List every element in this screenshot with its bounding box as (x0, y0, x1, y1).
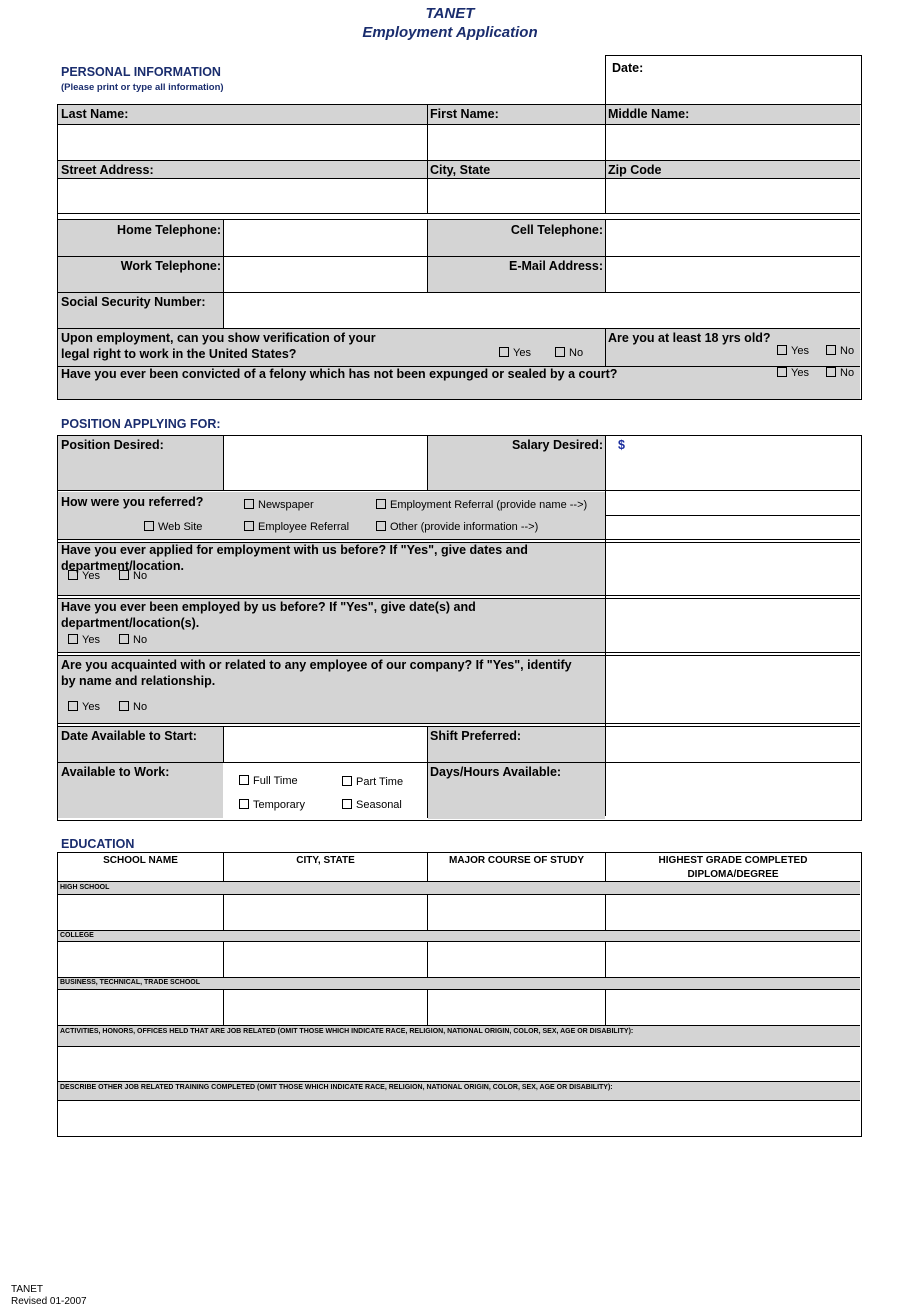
checkbox-icon (499, 347, 509, 357)
street-label: Street Address: (61, 163, 154, 177)
checkbox-icon (239, 775, 249, 785)
employed-no-checkbox[interactable]: No (119, 634, 147, 647)
work-tel-field[interactable] (224, 257, 427, 292)
temporary-checkbox[interactable]: Temporary (239, 799, 305, 812)
acquainted-detail-field[interactable] (606, 656, 860, 723)
available-work-label: Available to Work: (61, 765, 170, 779)
applied-question-line1: Have you ever applied for employment with us before? If "Yes", give dates and (61, 543, 528, 557)
first-name-label: First Name: (430, 107, 499, 121)
seasonal-checkbox[interactable]: Seasonal (342, 799, 402, 812)
verify-yes-checkbox[interactable]: Yes (499, 347, 531, 360)
high-school-major-field[interactable] (428, 895, 605, 930)
checkbox-icon (376, 499, 386, 509)
employment-referral-checkbox[interactable]: Employment Referral (provide name -->) (376, 499, 587, 512)
checkbox-icon (68, 634, 78, 644)
trade-grade-field[interactable] (606, 990, 860, 1025)
training-label: DESCRIBE OTHER JOB RELATED TRAINING COMPLETED (OMIT THOSE WHICH INDICATE RACE, RELIGION, NATIONAL ORIGIN, COLOR, SEX, AGE OR DISABILITY): (60, 1084, 613, 1091)
email-label: E-Mail Address: (508, 259, 603, 273)
high-school-label: HIGH SCHOOL (60, 884, 110, 891)
dollar-sign: $ (618, 438, 625, 452)
trade-school-label: BUSINESS, TECHNICAL, TRADE SCHOOL (60, 979, 201, 986)
employee-referral-checkbox[interactable]: Employee Referral (244, 521, 349, 534)
trade-major-field[interactable] (428, 990, 605, 1025)
verify-question-line2: legal right to work in the United States? (61, 347, 297, 361)
home-tel-label: Home Telephone: (117, 223, 221, 237)
checkbox-icon (239, 799, 249, 809)
col-major: MAJOR COURSE OF STUDY (448, 855, 584, 866)
form-title: Employment Application (362, 24, 538, 41)
part-time-checkbox[interactable]: Part Time (342, 776, 403, 789)
education-heading: EDUCATION (61, 837, 135, 851)
position-heading: POSITION APPLYING FOR: (61, 417, 221, 431)
acquainted-yes-checkbox[interactable]: Yes (68, 701, 100, 714)
age-yes-checkbox[interactable]: Yes (777, 345, 809, 358)
date-box[interactable] (605, 55, 862, 105)
high-school-name-field[interactable] (58, 895, 223, 930)
city-state-label: City, State (430, 163, 491, 177)
college-label: COLLEGE (60, 932, 94, 939)
checkbox-icon (342, 799, 352, 809)
checkbox-icon (68, 570, 78, 580)
cell-tel-field[interactable] (606, 220, 860, 255)
shift-field[interactable] (606, 727, 860, 762)
felony-no-checkbox[interactable]: No (826, 367, 854, 380)
date-available-label: Date Available to Start: (61, 729, 197, 743)
employed-yes-checkbox[interactable]: Yes (68, 634, 100, 647)
referred-question: How were you referred? (61, 495, 204, 509)
checkbox-icon (777, 367, 787, 377)
trade-name-field[interactable] (58, 990, 223, 1025)
applied-yes-checkbox[interactable]: Yes (68, 570, 100, 583)
verify-question-line1: Upon employment, can you show verification of your (61, 331, 376, 345)
employed-question-line1: Have you ever been employed by us before? If "Yes", give date(s) and (61, 600, 476, 614)
web-site-checkbox[interactable]: Web Site (144, 521, 202, 534)
checkbox-icon (144, 521, 154, 531)
employed-question-line2: department/location(s). (61, 616, 200, 630)
personal-heading: PERSONAL INFORMATION (61, 65, 221, 79)
high-school-grade-field[interactable] (606, 895, 860, 930)
date-available-field[interactable] (224, 727, 427, 762)
full-time-checkbox[interactable]: Full Time (239, 775, 298, 788)
acquainted-question-line2: by name and relationship. (61, 674, 216, 688)
city-state-field[interactable] (428, 179, 605, 213)
first-name-field[interactable] (428, 125, 605, 161)
newspaper-checkbox[interactable]: Newspaper (244, 499, 314, 512)
middle-name-field[interactable] (606, 125, 860, 161)
checkbox-icon (342, 776, 352, 786)
last-name-label: Last Name: (61, 107, 129, 121)
work-tel-label: Work Telephone: (120, 259, 221, 273)
training-field[interactable] (58, 1101, 860, 1135)
applied-no-checkbox[interactable]: No (119, 570, 147, 583)
position-desired-label: Position Desired: (61, 438, 164, 452)
college-grade-field[interactable] (606, 942, 860, 977)
salary-desired-field[interactable] (606, 436, 860, 490)
high-school-city-field[interactable] (224, 895, 427, 930)
college-major-field[interactable] (428, 942, 605, 977)
zip-field[interactable] (606, 179, 860, 213)
days-hours-label: Days/Hours Available: (430, 765, 562, 779)
footer-company: TANET (11, 1284, 44, 1295)
shift-label: Shift Preferred: (430, 729, 521, 743)
trade-city-field[interactable] (224, 990, 427, 1025)
applied-question-line2: department/location. (61, 559, 184, 573)
date-label: Date: (612, 61, 644, 75)
checkbox-icon (119, 634, 129, 644)
checkbox-icon (376, 521, 386, 531)
zip-label: Zip Code (608, 163, 662, 177)
applied-detail-field[interactable] (606, 543, 860, 595)
employed-detail-field[interactable] (606, 599, 860, 652)
col-grade-line2: DIPLOMA/DEGREE (687, 869, 779, 880)
checkbox-icon (826, 345, 836, 355)
col-city-state: CITY, STATE (296, 855, 355, 866)
position-desired-field[interactable] (224, 436, 427, 490)
education-table (57, 852, 862, 1137)
home-tel-field[interactable] (224, 220, 427, 255)
ssn-field[interactable] (224, 293, 860, 328)
col-school-name: SCHOOL NAME (103, 855, 178, 866)
other-checkbox[interactable]: Other (provide information -->) (376, 521, 538, 534)
age-question: Are you at least 18 yrs old? (608, 331, 771, 345)
felony-yes-checkbox[interactable]: Yes (777, 367, 809, 380)
email-field[interactable] (606, 257, 860, 292)
checkbox-icon (119, 701, 129, 711)
salary-desired-label: Salary Desired: (511, 438, 603, 452)
verify-no-checkbox[interactable]: No (555, 347, 583, 360)
company-name: TANET (425, 5, 475, 22)
middle-name-label: Middle Name: (608, 107, 690, 121)
checkbox-icon (777, 345, 787, 355)
days-hours-field[interactable] (606, 763, 860, 819)
checkbox-icon (68, 701, 78, 711)
felony-question: Have you ever been convicted of a felony which has not been expunged or sealed by a court? (61, 367, 618, 381)
checkbox-icon (826, 367, 836, 377)
acquainted-question-line1: Are you acquainted with or related to any employee of our company? If "Yes", identify (61, 658, 572, 672)
last-name-field[interactable] (58, 125, 427, 161)
footer-revised: Revised 01-2007 (11, 1296, 87, 1307)
age-no-checkbox[interactable]: No (826, 345, 854, 358)
checkbox-icon (555, 347, 565, 357)
col-grade-line1: HIGHEST GRADE COMPLETED (658, 855, 808, 866)
cell-tel-label: Cell Telephone: (510, 223, 603, 237)
personal-table (57, 104, 862, 400)
checkbox-icon (244, 521, 254, 531)
street-field[interactable] (58, 179, 427, 213)
checkbox-icon (119, 570, 129, 580)
college-city-field[interactable] (224, 942, 427, 977)
acquainted-no-checkbox[interactable]: No (119, 701, 147, 714)
activities-label: ACTIVITIES, HONORS, OFFICES HELD THAT ARE JOB RELATED (OMIT THOSE WHICH INDICATE RACE, RELIGION, NATIONAL ORIGIN, COLOR, SEX, AGE OR DISABILITY): (60, 1028, 634, 1035)
activities-field[interactable] (58, 1047, 860, 1081)
college-name-field[interactable] (58, 942, 223, 977)
personal-subheading: (Please print or type all information) (61, 82, 224, 93)
ssn-label: Social Security Number: (61, 295, 206, 309)
checkbox-icon (244, 499, 254, 509)
position-table (57, 435, 862, 821)
